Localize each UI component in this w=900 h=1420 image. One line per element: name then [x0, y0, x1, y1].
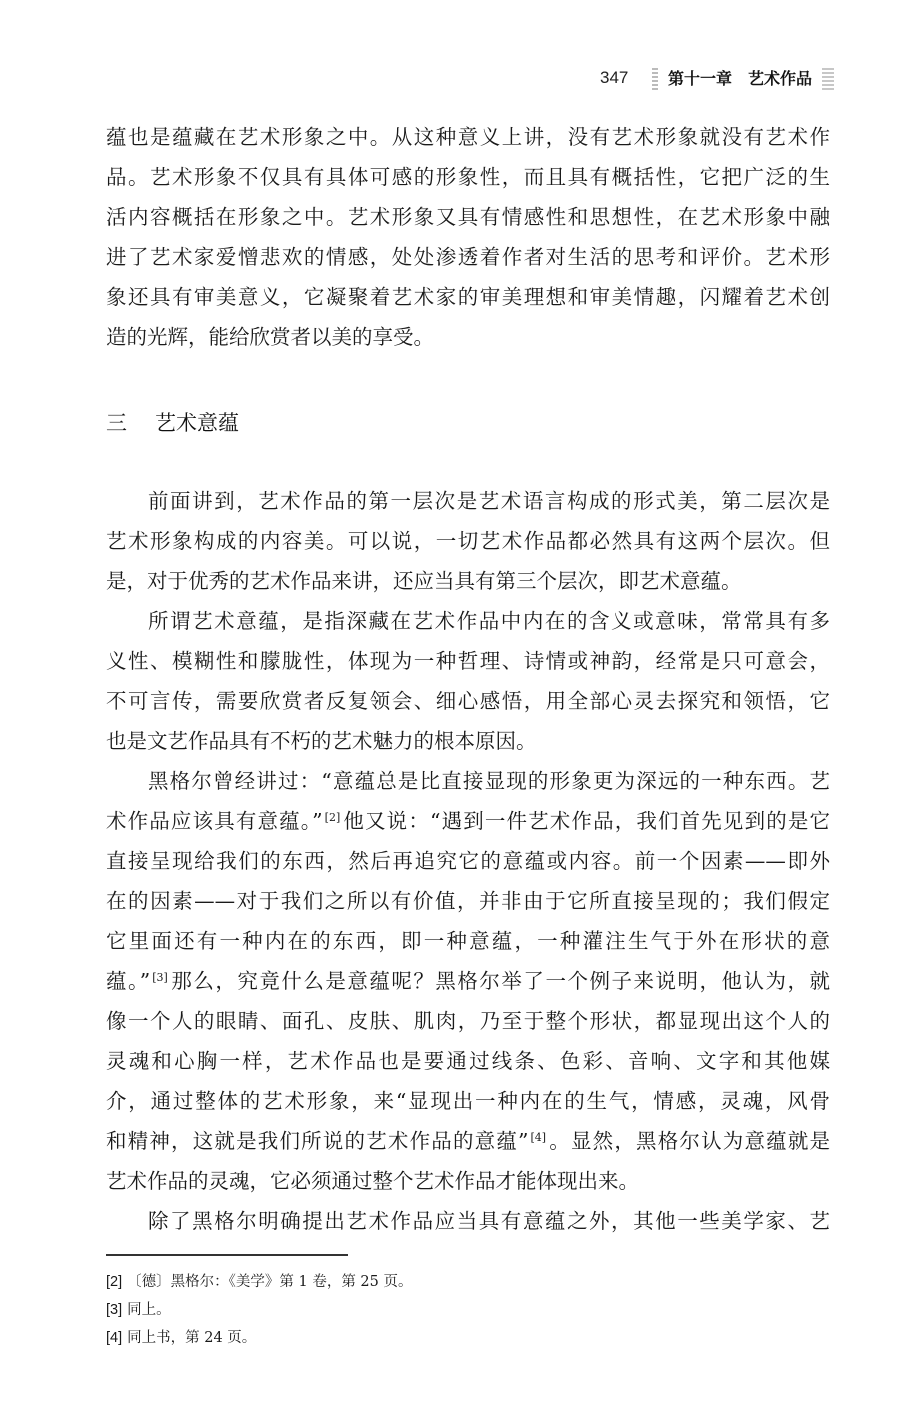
section-heading — [106, 405, 239, 441]
chapter-title: 第十一章 艺术作品 — [668, 69, 813, 88]
footnote-ref: [3] — [152, 971, 168, 984]
text-span: 和精神，这就是我们所说的艺术作品的意蕴” — [106, 1129, 529, 1153]
text-line: 艺术作品的灵魂，它必须通过整个艺术作品才能体现出来。 — [106, 1169, 639, 1193]
text-line: 活内容概括在形象之中。艺术形象又具有情感性和思想性，在艺术形象中融 — [106, 205, 830, 229]
text-line: 也是文艺作品具有不朽的艺术魅力的根本原因。 — [106, 729, 537, 753]
footnote-ref: [4] — [530, 1131, 547, 1144]
text-line: 介，通过整体的艺术形象，来“显现出一种内在的生气，情感，灵魂，风骨 — [106, 1089, 830, 1113]
running-header — [0, 66, 900, 96]
page-number: 347 — [600, 68, 629, 87]
text-span: 他又说：“遇到一件艺术作品，我们首先见到的是它 — [342, 809, 830, 833]
text-line: 除了黑格尔明确提出艺术作品应当具有意蕴之外，其他一些美学家、艺 — [148, 1209, 830, 1233]
text-line: 蕴也是蕴藏在艺术形象之中。从这种意义上讲，没有艺术形象就没有艺术作 — [106, 125, 830, 149]
text-line: 前面讲到，艺术作品的第一层次是艺术语言构成的形式美，第二层次是 — [148, 489, 830, 513]
footnote-text: 同上书，第 24 页。 — [127, 1330, 257, 1346]
footnote-mark: [4] — [106, 1330, 123, 1346]
text-line — [106, 801, 830, 841]
footnote-text: 〔德〕黑格尔：《美学》第 1 卷，第 25 页。 — [127, 1274, 413, 1290]
footnote — [106, 1327, 256, 1349]
text-line: 是，对于优秀的艺术作品来讲，还应当具有第三个层次，即艺术意蕴。 — [106, 569, 742, 593]
text-line: 不可言传，需要欣赏者反复领会、细心感悟，用全部心灵去探究和领悟，它 — [106, 689, 830, 713]
text-span: 。显然，黑格尔认为意蕴就是 — [548, 1129, 830, 1153]
footnote-mark: [2] — [106, 1274, 123, 1290]
text-line: 它里面还有一种内在的东西，即一种意蕴，一种灌注生气于外在形状的意 — [106, 929, 830, 953]
text-line: 义性、模糊性和朦胧性，体现为一种哲理、诗情或神韵，经常是只可意会， — [106, 649, 830, 673]
text-line: 进了艺术家爱憎悲欢的情感，处处渗透着作者对生活的思考和评价。艺术形 — [106, 245, 830, 269]
section-title: 艺术意蕴 — [155, 411, 239, 435]
text-line — [106, 961, 830, 1001]
section-number: 三 — [106, 411, 127, 435]
text-line: 象还具有审美意义，它凝聚着艺术家的审美理想和审美情趣，闪耀着艺术创 — [106, 285, 830, 309]
footnote — [106, 1271, 413, 1293]
text-line — [106, 1121, 830, 1161]
text-span: 术作品应该具有意蕴。” — [106, 809, 323, 833]
footnote-ref: [2] — [324, 811, 341, 824]
text-line: 所谓艺术意蕴，是指深藏在艺术作品中内在的含义或意味，常常具有多 — [148, 609, 830, 633]
text-line: 直接呈现给我们的东西，然后再追究它的意蕴或内容。前一个因素——即外 — [106, 849, 830, 873]
text-line: 灵魂和心胸一样，艺术作品也是要通过线条、色彩、音响、文字和其他媒 — [106, 1049, 830, 1073]
text-line: 造的光辉，能给欣赏者以美的享受。 — [106, 325, 434, 349]
footnote-divider — [106, 1254, 348, 1256]
text-line: 在的因素——对于我们之所以有价值，并非由于它所直接呈现的；我们假定 — [106, 889, 830, 913]
text-line: 艺术形象构成的内容美。可以说，一切艺术作品都必然具有这两个层次。但 — [106, 529, 830, 553]
header-separator — [652, 68, 658, 90]
footnote-mark: [3] — [106, 1302, 123, 1318]
text-line: 黑格尔曾经讲过：“意蕴总是比直接显现的形象更为深远的一种东西。艺 — [148, 769, 830, 793]
header-decoration — [822, 68, 834, 90]
footnote-text: 同上。 — [127, 1302, 171, 1318]
text-span: 那么，究竟什么是意蕴呢？黑格尔举了一个例子来说明，他认为，就 — [169, 969, 831, 993]
text-span: 蕴。” — [106, 969, 151, 993]
text-line: 像一个人的眼睛、面孔、皮肤、肌肉，乃至于整个形状，都显现出这个人的 — [106, 1009, 830, 1033]
footnote — [106, 1299, 171, 1321]
text-line: 品。艺术形象不仅具有具体可感的形象性，而且具有概括性，它把广泛的生 — [106, 165, 830, 189]
